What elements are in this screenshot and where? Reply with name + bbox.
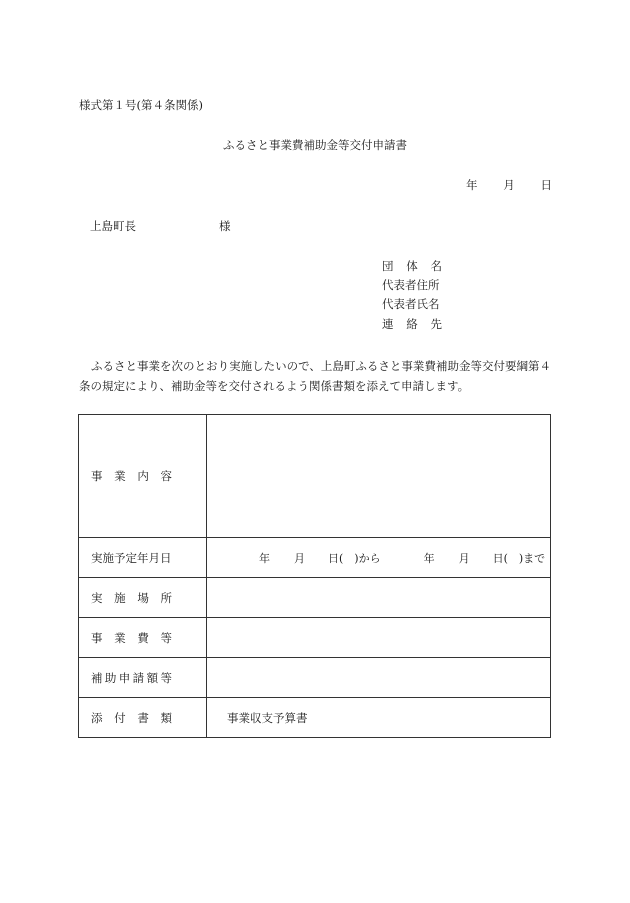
schedule-label: 実施予定年月日 [79,538,207,578]
document-title: ふるさと事業費補助金等交付申請書 [223,138,407,152]
date-line [466,177,552,193]
addressee-name: 上島町長 [90,219,136,233]
schedule-date-range: 年 月 日( )から 年 月 日( )まで [259,551,546,565]
table-row [79,538,551,578]
date-year-label: 年 [466,178,478,192]
form-number: 様式第１号(第４条関係) [79,98,203,112]
attachment-field[interactable] [207,698,551,738]
table-row [79,698,551,738]
date-day-label: 日 [540,178,552,192]
addressee-honorific: 様 [219,219,231,233]
schedule-field[interactable] [207,538,551,578]
table-row [79,658,551,698]
cost-label: 事 業 費 等 [79,618,207,658]
attachment-label: 添 付 書 類 [79,698,207,738]
application-statement: ふるさと事業を次のとおり実施したいので、上島町ふるさと事業費補助金等交付要綱第４条の規定により、補助金等を交付されるよう関係書類を添えて申請します。 [79,359,551,393]
table-row [79,415,551,538]
applicant-representative-name-label: 代表者氏名 [382,297,440,311]
application-details-table [78,414,551,738]
applicant-contact-label: 連 絡 先 [382,317,442,331]
applicant-group-name-label: 団 体 名 [382,259,442,273]
location-field[interactable] [207,578,551,618]
content-label: 事 業 内 容 [79,415,207,538]
request-amount-label: 補 助 申 請 額 等 [79,658,207,698]
table-row [79,578,551,618]
cost-field[interactable] [207,618,551,658]
date-month-label: 月 [503,178,515,192]
attachment-value: 事業収支予算書 [227,710,308,725]
table-row [79,618,551,658]
content-field[interactable] [207,415,551,538]
applicant-representative-address-label: 代表者住所 [382,278,440,292]
location-label: 実 施 場 所 [79,578,207,618]
request-amount-field[interactable] [207,658,551,698]
